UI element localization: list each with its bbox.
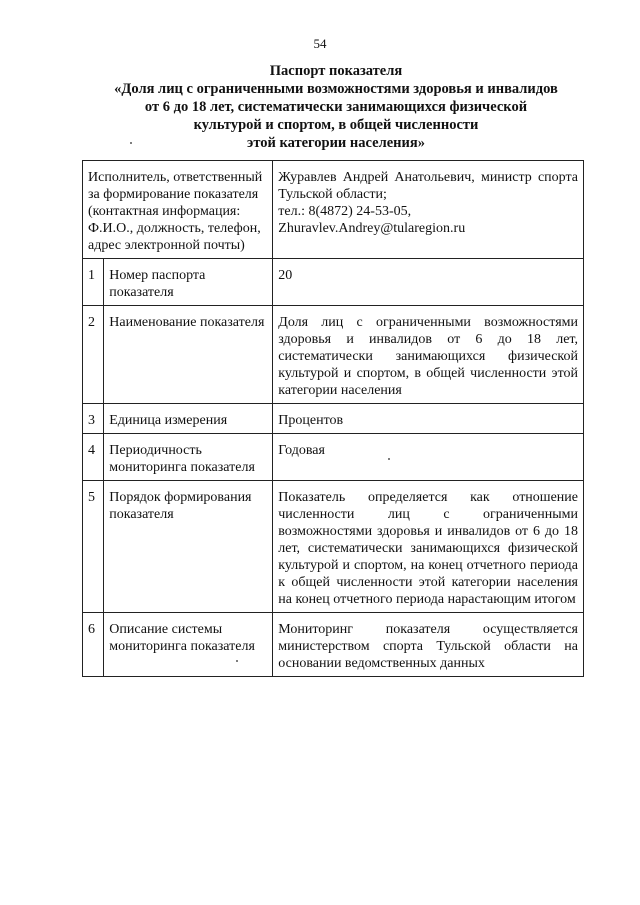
row-label: Описание системы мониторинга показателя (104, 613, 273, 677)
row-label: Периодичность мониторинга показателя (104, 434, 273, 481)
table-row-executor (83, 161, 584, 259)
passport-table (82, 160, 584, 677)
table-row (83, 613, 584, 677)
executor-value (273, 161, 584, 259)
row-number: 2 (83, 306, 104, 404)
row-value: Процентов (273, 404, 584, 434)
row-value: Мониторинг показателя осуществляется министерством спорта Тульской области на основании ведомственных данных (273, 613, 584, 677)
document-title (86, 62, 586, 152)
scan-speck (130, 142, 132, 144)
row-number: 3 (83, 404, 104, 434)
executor-email: Zhuravlev.Andrey@tularegion.ru (278, 221, 466, 236)
row-number: 5 (83, 481, 104, 613)
row-number: 1 (83, 259, 104, 306)
row-label: Номер паспорта показателя (104, 259, 273, 306)
table-row (83, 404, 584, 434)
title-line: культурой и спортом, в общей численности (193, 117, 479, 133)
title-line: этой категории населения» (247, 135, 425, 151)
row-label: Единица измерения (104, 404, 273, 434)
row-value: 20 (273, 259, 584, 306)
table-row (83, 481, 584, 613)
table-row (83, 306, 584, 404)
scan-speck (388, 458, 390, 460)
row-label: Наименование показателя (104, 306, 273, 404)
title-line: «Доля лиц с ограниченными возможностями здоровья и инвалидов (114, 81, 558, 97)
row-number: 6 (83, 613, 104, 677)
scan-speck (236, 660, 238, 662)
table-row (83, 434, 584, 481)
page-number: 54 (313, 36, 327, 51)
table-row (83, 259, 584, 306)
row-value: Показатель определяется как отношение численности лиц с ограниченными возможностями здоровья и инвалидов от 6 до 18 лет, систематически занимающихся физической культурой и спортом, на конец отчетного периода к общей численности этой категории населения на конец отчетного периода нарастающим итогом (273, 481, 584, 613)
title-line: от 6 до 18 лет, систематически занимающихся физической (144, 99, 528, 115)
executor-name: Журавлев Андрей Анатольевич, министр спорта Тульской области; (278, 170, 578, 202)
row-label: Порядок формирования показателя (104, 481, 273, 613)
row-number: 4 (83, 434, 104, 481)
row-value: Доля лиц с ограниченными возможностями здоровья и инвалидов от 6 до 18 лет, систематически занимающихся физической культурой и спортом, в общей численности этой категории населения (273, 306, 584, 404)
title-line: Паспорт показателя (269, 63, 403, 79)
row-value: Годовая (273, 434, 584, 481)
executor-phone: тел.: 8(4872) 24-53-05, (278, 204, 412, 219)
executor-label: Исполнитель, ответственный за формирование показателя (контактная информация: Ф.И.О., должность, телефон, адрес электронной почты) (83, 161, 273, 259)
